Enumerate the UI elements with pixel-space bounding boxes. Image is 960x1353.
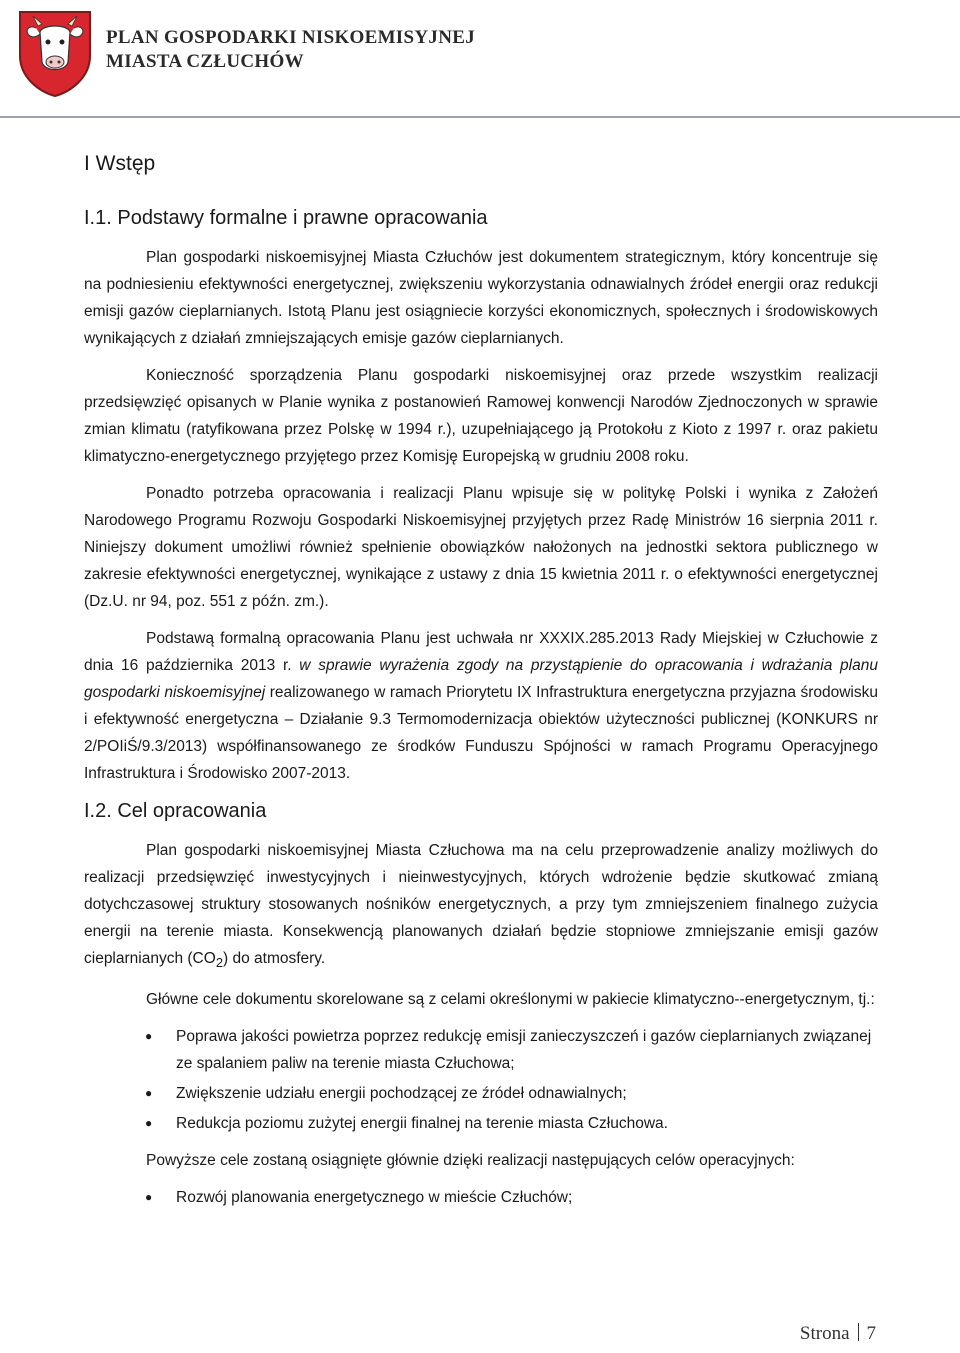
section-heading-1-1: I.1. Podstawy formalne i prawne opracowania [84, 207, 488, 229]
page-number: 7 [866, 1323, 876, 1344]
operational-goals-list [84, 1184, 878, 1211]
goals-list [84, 1023, 878, 1137]
text-run: ) do atmosfery. [223, 950, 326, 967]
subscript: 2 [215, 955, 223, 971]
list-item: ● Rozwój planowania energetycznego w mieście Człuchów; [176, 1184, 878, 1211]
document-series-title [106, 26, 475, 74]
page-header [0, 0, 960, 118]
paragraph: Plan gospodarki niskoemisyjnej Miasta Człuchów jest dokumentem strategicznym, który koncentruje się na podniesieniu efektywności energetycznej, zwiększeniu wykorzystania odnawialnych źródeł energii oraz redukcji emisji gazów cieplarnianych. Istotą Planu jest osiągniecie korzyści ekonomicznych, społecznych i środowiskowych wynikających z działań zmniejszających emisje gazów cieplarnianych. [84, 249, 878, 347]
header-divider [0, 116, 960, 118]
paragraph: Konieczność sporządzenia Planu gospodarki niskoemisyjnej oraz przede wszystkim realizacji przedsięwzięć opisanych w Planie wynika z postanowień Ramowej konwencji Narodów Zjednoczonych w sprawie zmian klimatu (ratyfikowana przez Polskę w 1994 r.), uzupełniającego ją Protokołu z Kioto z 1997 r. oraz pakietu klimatyczno-energetycznego przyjętego przez Komisję Europejską w grudniu 2008 roku. [84, 367, 878, 465]
paragraph [84, 837, 878, 976]
list-item: ● Zwiększenie udziału energii pochodzącej ze źródeł odnawialnych; [176, 1080, 878, 1107]
chapter-title: I Wstęp [84, 152, 156, 175]
section-heading-1-2: I.2. Cel opracowania [84, 800, 267, 822]
coat-of-arms-icon [18, 6, 92, 98]
paragraph-formal-basis [84, 625, 878, 787]
header-title-line-2: MIASTA CZŁUCHÓW [106, 51, 304, 72]
page-content [84, 150, 878, 1221]
list-item: ● Poprawa jakości powietrza poprzez redukcję emisji zanieczyszczeń i gazów cieplarnianych związanej ze spalaniem paliw na terenie miasta Człuchowa; [176, 1023, 878, 1077]
footer-label: Strona [799, 1323, 850, 1344]
text-run: Plan gospodarki niskoemisyjnej Miasta Człuchowa ma na celu przeprowadzenie analizy możliwych do realizacji przedsięwzięć inwestycyjnych i nieinwestycyjnych, których wdrożenie będzie skutkować zmianą dotychczasowej struktury stosowanych nośników energetycznych, a przy tym zmniejszeniem finalnego zużycia energii na terenie miasta. Konsekwencją planowanych działań będzie stopniowe zmniejszanie emisji gazów cieplarnianych (CO [84, 842, 878, 967]
paragraph: Powyższe cele zostaną osiągnięte głównie dzięki realizacji następujących celów operacyjnych: [146, 1152, 795, 1170]
list-item: ● Redukcja poziomu zużytej energii finalnej na terenie miasta Człuchowa. [176, 1110, 878, 1137]
resolution-title: w sprawie wyrażenia zgody na przystąpienie do opracowania i wdrażania planu gospodarki niskoemisyjnej [84, 657, 878, 701]
paragraph: Ponadto potrzeba opracowania i realizacji Planu wpisuje się w politykę Polski i wynika z Założeń Narodowego Programu Rozwoju Gospodarki Niskoemisyjnej przyjętych przez Radę Ministrów 16 sierpnia 2011 r. Niniejszy dokument umożliwi również spełnienie obowiązków nałożonych na jednostki sektora publicznego w zakresie efektywności energetycznej, wynikające z ustawy z dnia 15 kwietnia 2011 r. o efektywności energetycznej (Dz.U. nr 94, poz. 551 z późn. zm.). [84, 485, 878, 610]
text-run: Podstawą formalną opracowania Planu jest uchwała nr XXXIX.285.2013 Rady Miejskiej w Człuchowie z dnia 16 października 2013 r. [84, 630, 878, 674]
text-run: realizowanego w ramach Priorytetu IX Infrastruktura energetyczna przyjazna środowisku i efektywność energetyczna – Działanie 9.3 Termomodernizacja obiektów użyteczności publicznej (KONKURS nr 2/POIiŚ/9.3/2013) współfinansowanego ze środków Funduszu Spójności w ramach Programu Operacyjnego Infrastruktura i Środowisko 2007-2013. [84, 684, 878, 782]
header-title-line-1: PLAN GOSPODARKI NISKOEMISYJNEJ [106, 27, 475, 48]
footer-separator [858, 1323, 859, 1341]
paragraph: Główne cele dokumentu skorelowane są z celami określonymi w pakiecie klimatyczno--energetycznym, tj.: [146, 991, 875, 1009]
page-footer [800, 1323, 876, 1345]
